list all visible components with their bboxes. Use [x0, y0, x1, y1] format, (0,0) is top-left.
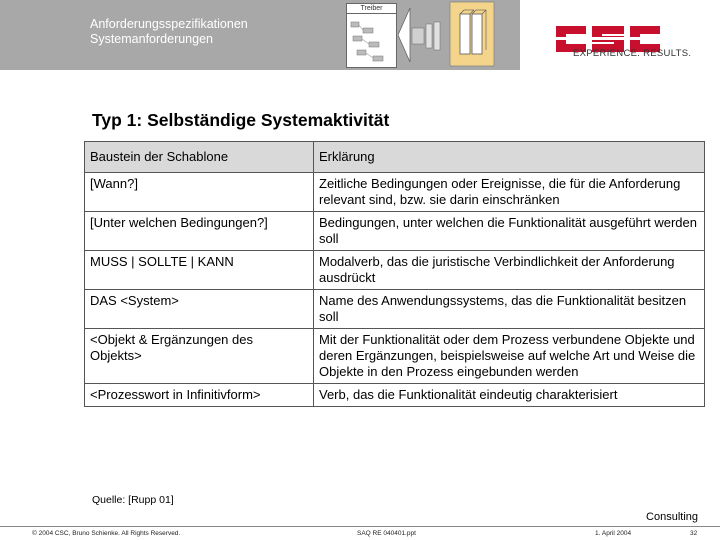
erklaerung-cell: Verb, das die Funktionalität eindeutig charakterisiert — [314, 384, 705, 407]
erklaerung-cell: Zeitliche Bedingungen oder Ereignisse, die für die Anforderung relevant sind, bzw. sie darin einschränken — [314, 173, 705, 212]
baustein-cell: [Wann?] — [85, 173, 314, 212]
footer-filename: SAQ RE 040401.ppt — [357, 530, 416, 537]
baustein-cell: MUSS | SOLLTE | KANN — [85, 251, 314, 290]
header-title — [90, 17, 248, 47]
slide-title: Typ 1: Selbständige Systemaktivität — [92, 110, 390, 130]
consulting-label: Consulting — [646, 511, 698, 523]
source-note: Quelle: [Rupp 01] — [92, 494, 174, 506]
table-row — [85, 329, 705, 384]
table-row — [85, 251, 705, 290]
column-header-erklaerung: Erklärung — [314, 142, 705, 173]
slide-header — [0, 0, 720, 70]
table-row — [85, 173, 705, 212]
header-title-line1: Anforderungsspezifikationen — [90, 17, 248, 31]
erklaerung-cell: Mit der Funktionalität oder dem Prozess verbundene Objekte und deren Ergänzungen, beispielsweise auf welche Art und Weise die Objekte in den Prozess eingebunden werden — [314, 329, 705, 384]
erklaerung-cell: Bedingungen, unter welchen die Funktionalität ausgeführt werden soll — [314, 212, 705, 251]
footer-copyright: © 2004 CSC, Bruno Schienke. All Rights Reserved. — [32, 530, 181, 537]
erklaerung-cell: Modalverb, das die juristische Verbindlichkeit der Anforderung ausdrückt — [314, 251, 705, 290]
table-row — [85, 384, 705, 407]
treiber-label: Treiber — [347, 4, 396, 14]
erklaerung-cell: Name des Anwendungssystems, das die Funktionalität besitzen soll — [314, 290, 705, 329]
documents-icon — [398, 0, 518, 70]
table-header-row — [85, 142, 705, 173]
header-title-line2: Systemanforderungen — [90, 32, 213, 46]
logo-tagline: EXPERIENCE. RESULTS. — [573, 48, 692, 59]
footer-date: 1. April 2004 — [595, 530, 632, 537]
treiber-flow-icon — [347, 14, 396, 68]
table-row — [85, 212, 705, 251]
baustein-cell: <Objekt & Ergänzungen des Objekts> — [85, 329, 314, 384]
baustein-cell: <Prozesswort in Infinitivform> — [85, 384, 314, 407]
footer-page-number: 32 — [690, 530, 698, 537]
template-table — [84, 141, 705, 407]
baustein-cell: DAS <System> — [85, 290, 314, 329]
footer-divider — [0, 526, 720, 527]
treiber-diagram — [346, 3, 397, 68]
table-row — [85, 290, 705, 329]
column-header-baustein: Baustein der Schablone — [85, 142, 314, 173]
baustein-cell: [Unter welchen Bedingungen?] — [85, 212, 314, 251]
